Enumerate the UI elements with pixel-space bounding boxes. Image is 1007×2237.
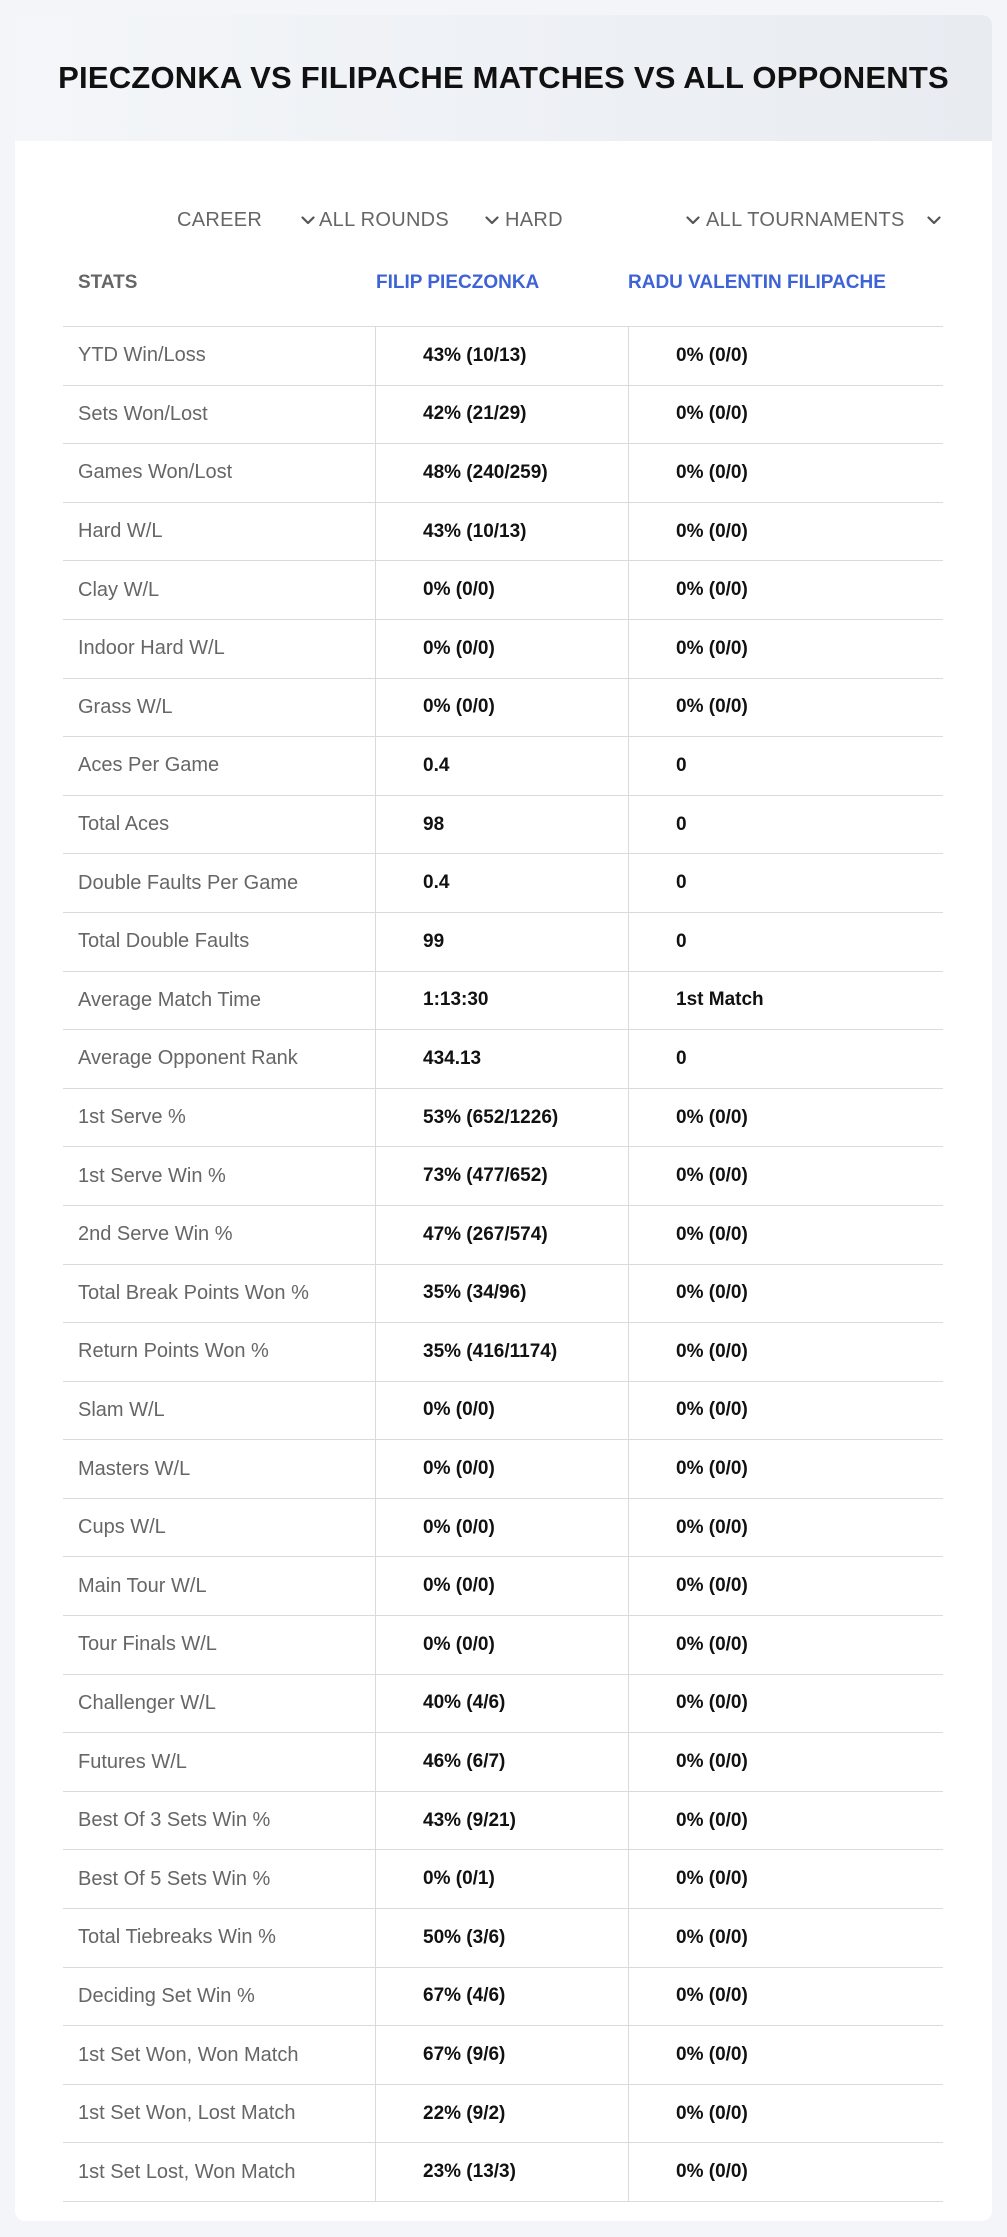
stat-label: Games Won/Lost [78,461,233,484]
player1-stat-value: 0% (0/0) [375,1382,628,1440]
player1-stat-value: 1:13:30 [375,972,628,1030]
stat-label: Total Aces [78,813,170,836]
player2-stat-value: 0% (0/0) [628,444,943,502]
player1-stat-value: 0% (0/0) [375,1616,628,1674]
table-row [63,1440,943,1499]
player2-stat-value: 1st Match [628,972,943,1030]
player2-stat-value: 0% (0/0) [628,679,943,737]
player2-stat-value: 0 [628,913,943,971]
table-row [63,1616,943,1675]
player2-name-link[interactable]: RADU VALENTIN FILIPACHE [628,272,886,293]
stat-label: Best Of 5 Sets Win % [78,1867,271,1890]
player1-stat-value: 48% (240/259) [375,444,628,502]
surface-select[interactable] [505,205,702,235]
player1-stat-value: 43% (9/21) [375,1792,628,1850]
player2-stat-value: 0% (0/0) [628,620,943,678]
player1-stat-value: 99 [375,913,628,971]
player2-stat-value: 0% (0/0) [628,1909,943,1967]
player2-stat-value: 0% (0/0) [628,561,943,619]
table-row [63,386,943,445]
player2-stat-value: 0 [628,796,943,854]
player2-stat-value: 0% (0/0) [628,1382,943,1440]
player1-stat-value: 43% (10/13) [375,503,628,561]
chevron-down-icon [684,211,702,229]
stats-column-header: STATS [78,272,138,293]
player2-stat-value: 0% (0/0) [628,1792,943,1850]
player2-stat-value: 0% (0/0) [628,1323,943,1381]
player2-stat-value: 0% (0/0) [628,327,943,385]
player2-stat-value: 0% (0/0) [628,1147,943,1205]
table-row [63,620,943,679]
stat-label: Clay W/L [78,578,160,601]
table-row [63,561,943,620]
player2-stat-value: 0% (0/0) [628,2143,943,2201]
page-title: PIECZONKA VS FILIPACHE MATCHES VS ALL OPPONENTS [58,60,949,95]
stat-label: Slam W/L [78,1398,165,1421]
table-row [63,1089,943,1148]
stat-label: Total Double Faults [78,930,250,953]
player2-stat-value: 0% (0/0) [628,1616,943,1674]
table-row [63,913,943,972]
stat-label: 1st Serve % [78,1106,186,1129]
player2-stat-value: 0% (0/0) [628,2026,943,2084]
table-body [63,327,943,2202]
surface-select-value: HARD [505,208,563,231]
stat-label: Double Faults Per Game [78,871,299,894]
stat-label: Challenger W/L [78,1691,216,1714]
player2-stat-value: 0% (0/0) [628,1968,943,2026]
stat-label: Masters W/L [78,1457,191,1480]
table-row [63,327,943,386]
table-row [63,1733,943,1792]
stat-label: Return Points Won % [78,1340,269,1363]
chevron-down-icon [925,211,943,229]
player1-stat-value: 50% (3/6) [375,1909,628,1967]
table-row [63,1030,943,1089]
stat-label: 1st Set Lost, Won Match [78,2160,296,2183]
player2-stat-value: 0% (0/0) [628,1850,943,1908]
table-row [63,737,943,796]
player2-stat-value: 0% (0/0) [628,1265,943,1323]
stat-label: Cups W/L [78,1516,166,1539]
player2-stat-value: 0% (0/0) [628,1675,943,1733]
table-row [63,1265,943,1324]
table-row [63,1675,943,1734]
player2-stat-value: 0 [628,854,943,912]
stat-label: Tour Finals W/L [78,1633,217,1656]
stat-label: YTD Win/Loss [78,344,206,367]
player1-stat-value: 46% (6/7) [375,1733,628,1791]
stat-label: 1st Set Won, Won Match [78,2043,299,2066]
chevron-down-icon [299,211,317,229]
card-header [15,15,992,141]
stat-label: Best Of 3 Sets Win % [78,1809,271,1832]
tournament-select[interactable] [706,205,943,235]
filter-bar [15,189,992,249]
player2-stat-value: 0% (0/0) [628,1733,943,1791]
player1-stat-value: 0% (0/0) [375,1499,628,1557]
tournament-select-value: ALL TOURNAMENTS [706,208,905,231]
player1-stat-value: 434.13 [375,1030,628,1088]
player2-stat-value: 0% (0/0) [628,1440,943,1498]
stat-label: Grass W/L [78,695,173,718]
table-row [63,1206,943,1265]
table-header [63,255,943,327]
player1-name-link[interactable]: FILIP PIECZONKA [376,272,540,293]
stats-card [15,15,992,2221]
stats-table [63,255,943,2202]
player1-stat-value: 0% (0/0) [375,620,628,678]
player1-stat-value: 40% (4/6) [375,1675,628,1733]
player1-stat-value: 42% (21/29) [375,386,628,444]
player1-stat-value: 0% (0/0) [375,679,628,737]
stat-label: Hard W/L [78,520,163,543]
stat-label: Futures W/L [78,1750,187,1773]
round-select-value: ALL ROUNDS [319,208,450,231]
table-row [63,972,943,1031]
stat-label: Average Opponent Rank [78,1047,298,1070]
table-row [63,444,943,503]
stat-label: Deciding Set Win % [78,1984,255,2007]
table-row [63,679,943,738]
player2-stat-value: 0% (0/0) [628,2085,943,2143]
table-row [63,1147,943,1206]
stat-label: Indoor Hard W/L [78,637,225,660]
round-select[interactable] [319,205,501,235]
player1-stat-value: 0% (0/0) [375,561,628,619]
period-select[interactable] [177,205,317,235]
player1-stat-value: 0% (0/1) [375,1850,628,1908]
stat-label: 1st Set Won, Lost Match [78,2102,296,2125]
player1-stat-value: 67% (9/6) [375,2026,628,2084]
player1-stat-value: 23% (13/3) [375,2143,628,2201]
stat-label: Aces Per Game [78,754,220,777]
period-select-value: CAREER [177,208,263,231]
player1-stat-value: 98 [375,796,628,854]
table-row [63,1909,943,1968]
table-row [63,796,943,855]
table-row [63,2026,943,2085]
player1-stat-value: 0.4 [375,737,628,795]
player1-stat-value: 67% (4/6) [375,1968,628,2026]
player2-stat-value: 0% (0/0) [628,1557,943,1615]
player2-stat-value: 0% (0/0) [628,1206,943,1264]
chevron-down-icon [483,211,501,229]
player2-stat-value: 0% (0/0) [628,1499,943,1557]
player2-stat-value: 0% (0/0) [628,386,943,444]
player2-stat-value: 0% (0/0) [628,1089,943,1147]
player1-stat-value: 47% (267/574) [375,1206,628,1264]
stat-label: 1st Serve Win % [78,1164,226,1187]
stat-label: Total Tiebreaks Win % [78,1926,276,1949]
table-row [63,1382,943,1441]
stat-label: Sets Won/Lost [78,402,208,425]
player1-stat-value: 22% (9/2) [375,2085,628,2143]
player1-stat-value: 0.4 [375,854,628,912]
player1-stat-value: 35% (416/1174) [375,1323,628,1381]
stat-label: Main Tour W/L [78,1574,207,1597]
player1-stat-value: 0% (0/0) [375,1440,628,1498]
player1-stat-value: 53% (652/1226) [375,1089,628,1147]
table-row [63,1499,943,1558]
player2-stat-value: 0 [628,737,943,795]
stat-label: 2nd Serve Win % [78,1223,233,1246]
table-row [63,1792,943,1851]
stat-label: Total Break Points Won % [78,1281,309,1304]
stat-label: Average Match Time [78,988,262,1011]
player1-stat-value: 43% (10/13) [375,327,628,385]
player1-stat-value: 0% (0/0) [375,1557,628,1615]
table-row [63,1850,943,1909]
table-row [63,1323,943,1382]
player2-stat-value: 0 [628,1030,943,1088]
table-row [63,2143,943,2202]
player1-stat-value: 73% (477/652) [375,1147,628,1205]
table-row [63,1968,943,2027]
player1-stat-value: 35% (34/96) [375,1265,628,1323]
player2-stat-value: 0% (0/0) [628,503,943,561]
table-row [63,1557,943,1616]
table-row [63,503,943,562]
table-row [63,854,943,913]
table-row [63,2085,943,2144]
